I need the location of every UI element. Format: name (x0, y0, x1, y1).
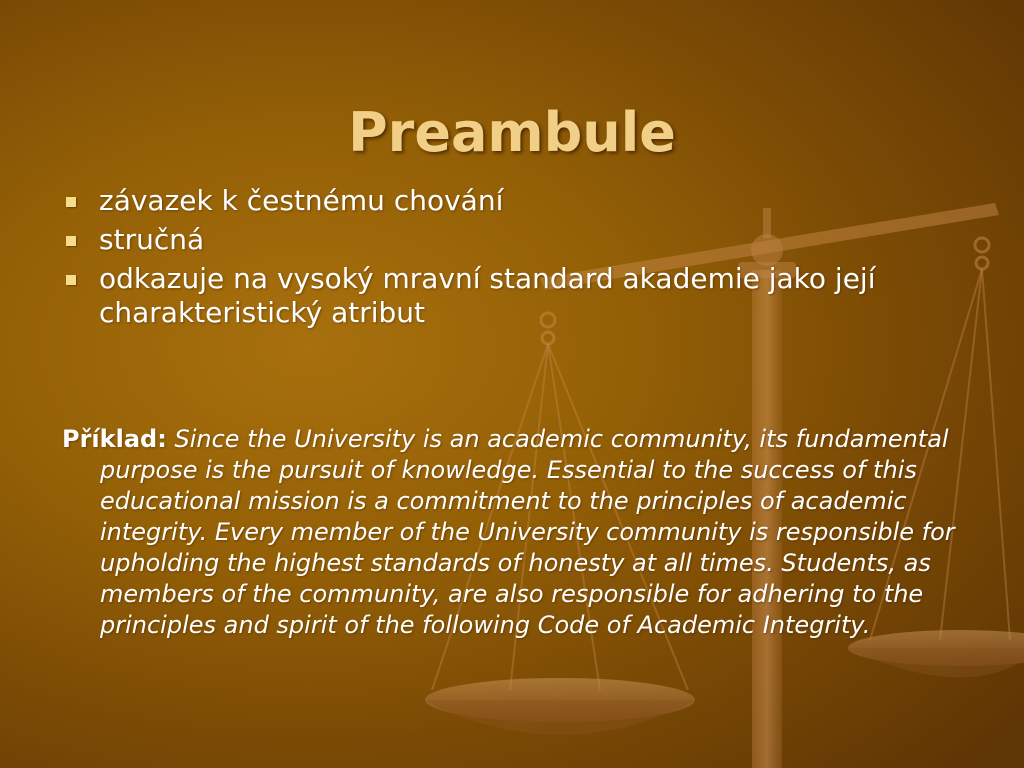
example-paragraph (62, 424, 980, 641)
bullet-text: závazek k čestnému chování (99, 184, 504, 217)
bullet-item (62, 184, 962, 218)
bullet-text: odkazuje na vysoký mravní standard akademie jako její charakteristický atribut (99, 262, 876, 329)
example-quote: Since the University is an academic community, its fundamental purpose is the pursuit of knowledge. Essential to the success of this educational mission is a commitment to the principles of academic integrity. Every member of the University community is responsible for upholding the highest standards of honesty at all times. Students, as members of the community, are also responsible for adhering to the principles and spirit of the following Code of Academic Integrity. (100, 425, 955, 639)
bullet-item (62, 262, 962, 330)
bullet-list (62, 184, 962, 335)
bullet-item (62, 223, 962, 257)
square-bullet-icon (66, 236, 76, 246)
square-bullet-icon (66, 275, 76, 285)
slide-title: Preambule (348, 101, 676, 165)
square-bullet-icon (66, 197, 76, 207)
example-label: Příklad: (62, 425, 167, 453)
bullet-text: stručná (99, 223, 205, 256)
